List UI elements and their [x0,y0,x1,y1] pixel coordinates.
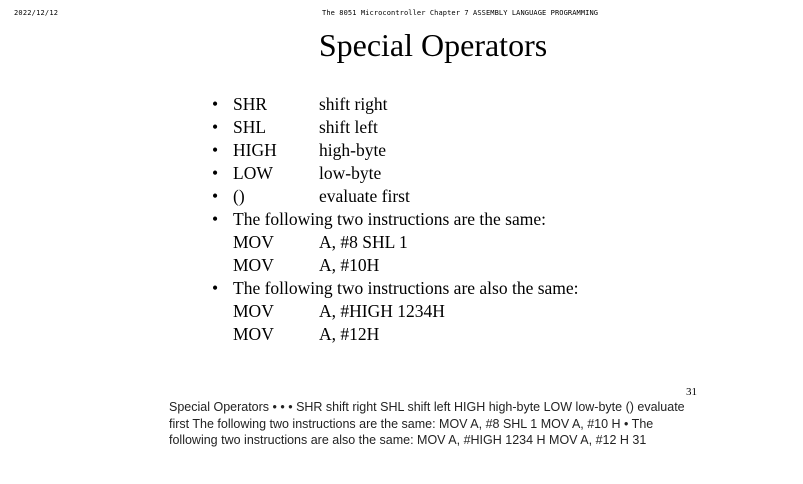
operator-description: evaluate first [319,186,410,206]
code-args: A, #10H [319,255,380,275]
operator-name: LOW [233,163,273,183]
bullet-icon: • [212,186,219,206]
operator-description: low-byte [319,163,382,183]
slide-title: Special Operators [318,27,548,63]
code-args: A, #HIGH 1234H [319,301,445,321]
code-args: A, #12H [319,324,380,344]
example1-intro: The following two instructions are the same: [233,209,546,229]
operator-name: SHR [233,94,268,114]
code-op: MOV [233,255,274,275]
bullet-icon: • [212,163,219,183]
page-number: 31 [686,386,697,398]
operator-description: shift left [319,117,378,137]
bullet-icon: • [212,278,219,298]
code-args: A, #8 SHL 1 [319,232,408,252]
operator-name: HIGH [233,140,277,160]
operator-description: high-byte [319,140,387,160]
code-op: MOV [233,301,274,321]
operator-name: () [233,186,245,206]
operator-description: shift right [319,94,388,114]
slide-transcript: Special Operators • • • SHR shift right SHL shift left HIGH high-byte LOW low-byte () evaluate first The following two instructions are the same: MOV A, #8 SHL 1 MOV A, #10 H • The following two instructions are also the same: MOV A, #HIGH 1234 H MOV A, #12 H 31 [169,400,685,447]
example2-intro: The following two instructions are also the same: [233,278,579,298]
bullet-icon: • [212,209,219,229]
code-op: MOV [233,324,274,344]
operator-name: SHL [233,117,267,137]
bullet-icon: • [212,140,219,160]
header-document-title: The 8051 Microcontroller Chapter 7 ASSEMBLY LANGUAGE PROGRAMMING [322,9,599,17]
header-date: 2022/12/12 [14,9,59,17]
code-op: MOV [233,232,274,252]
bullet-icon: • [212,94,219,114]
bullet-icon: • [212,117,219,137]
